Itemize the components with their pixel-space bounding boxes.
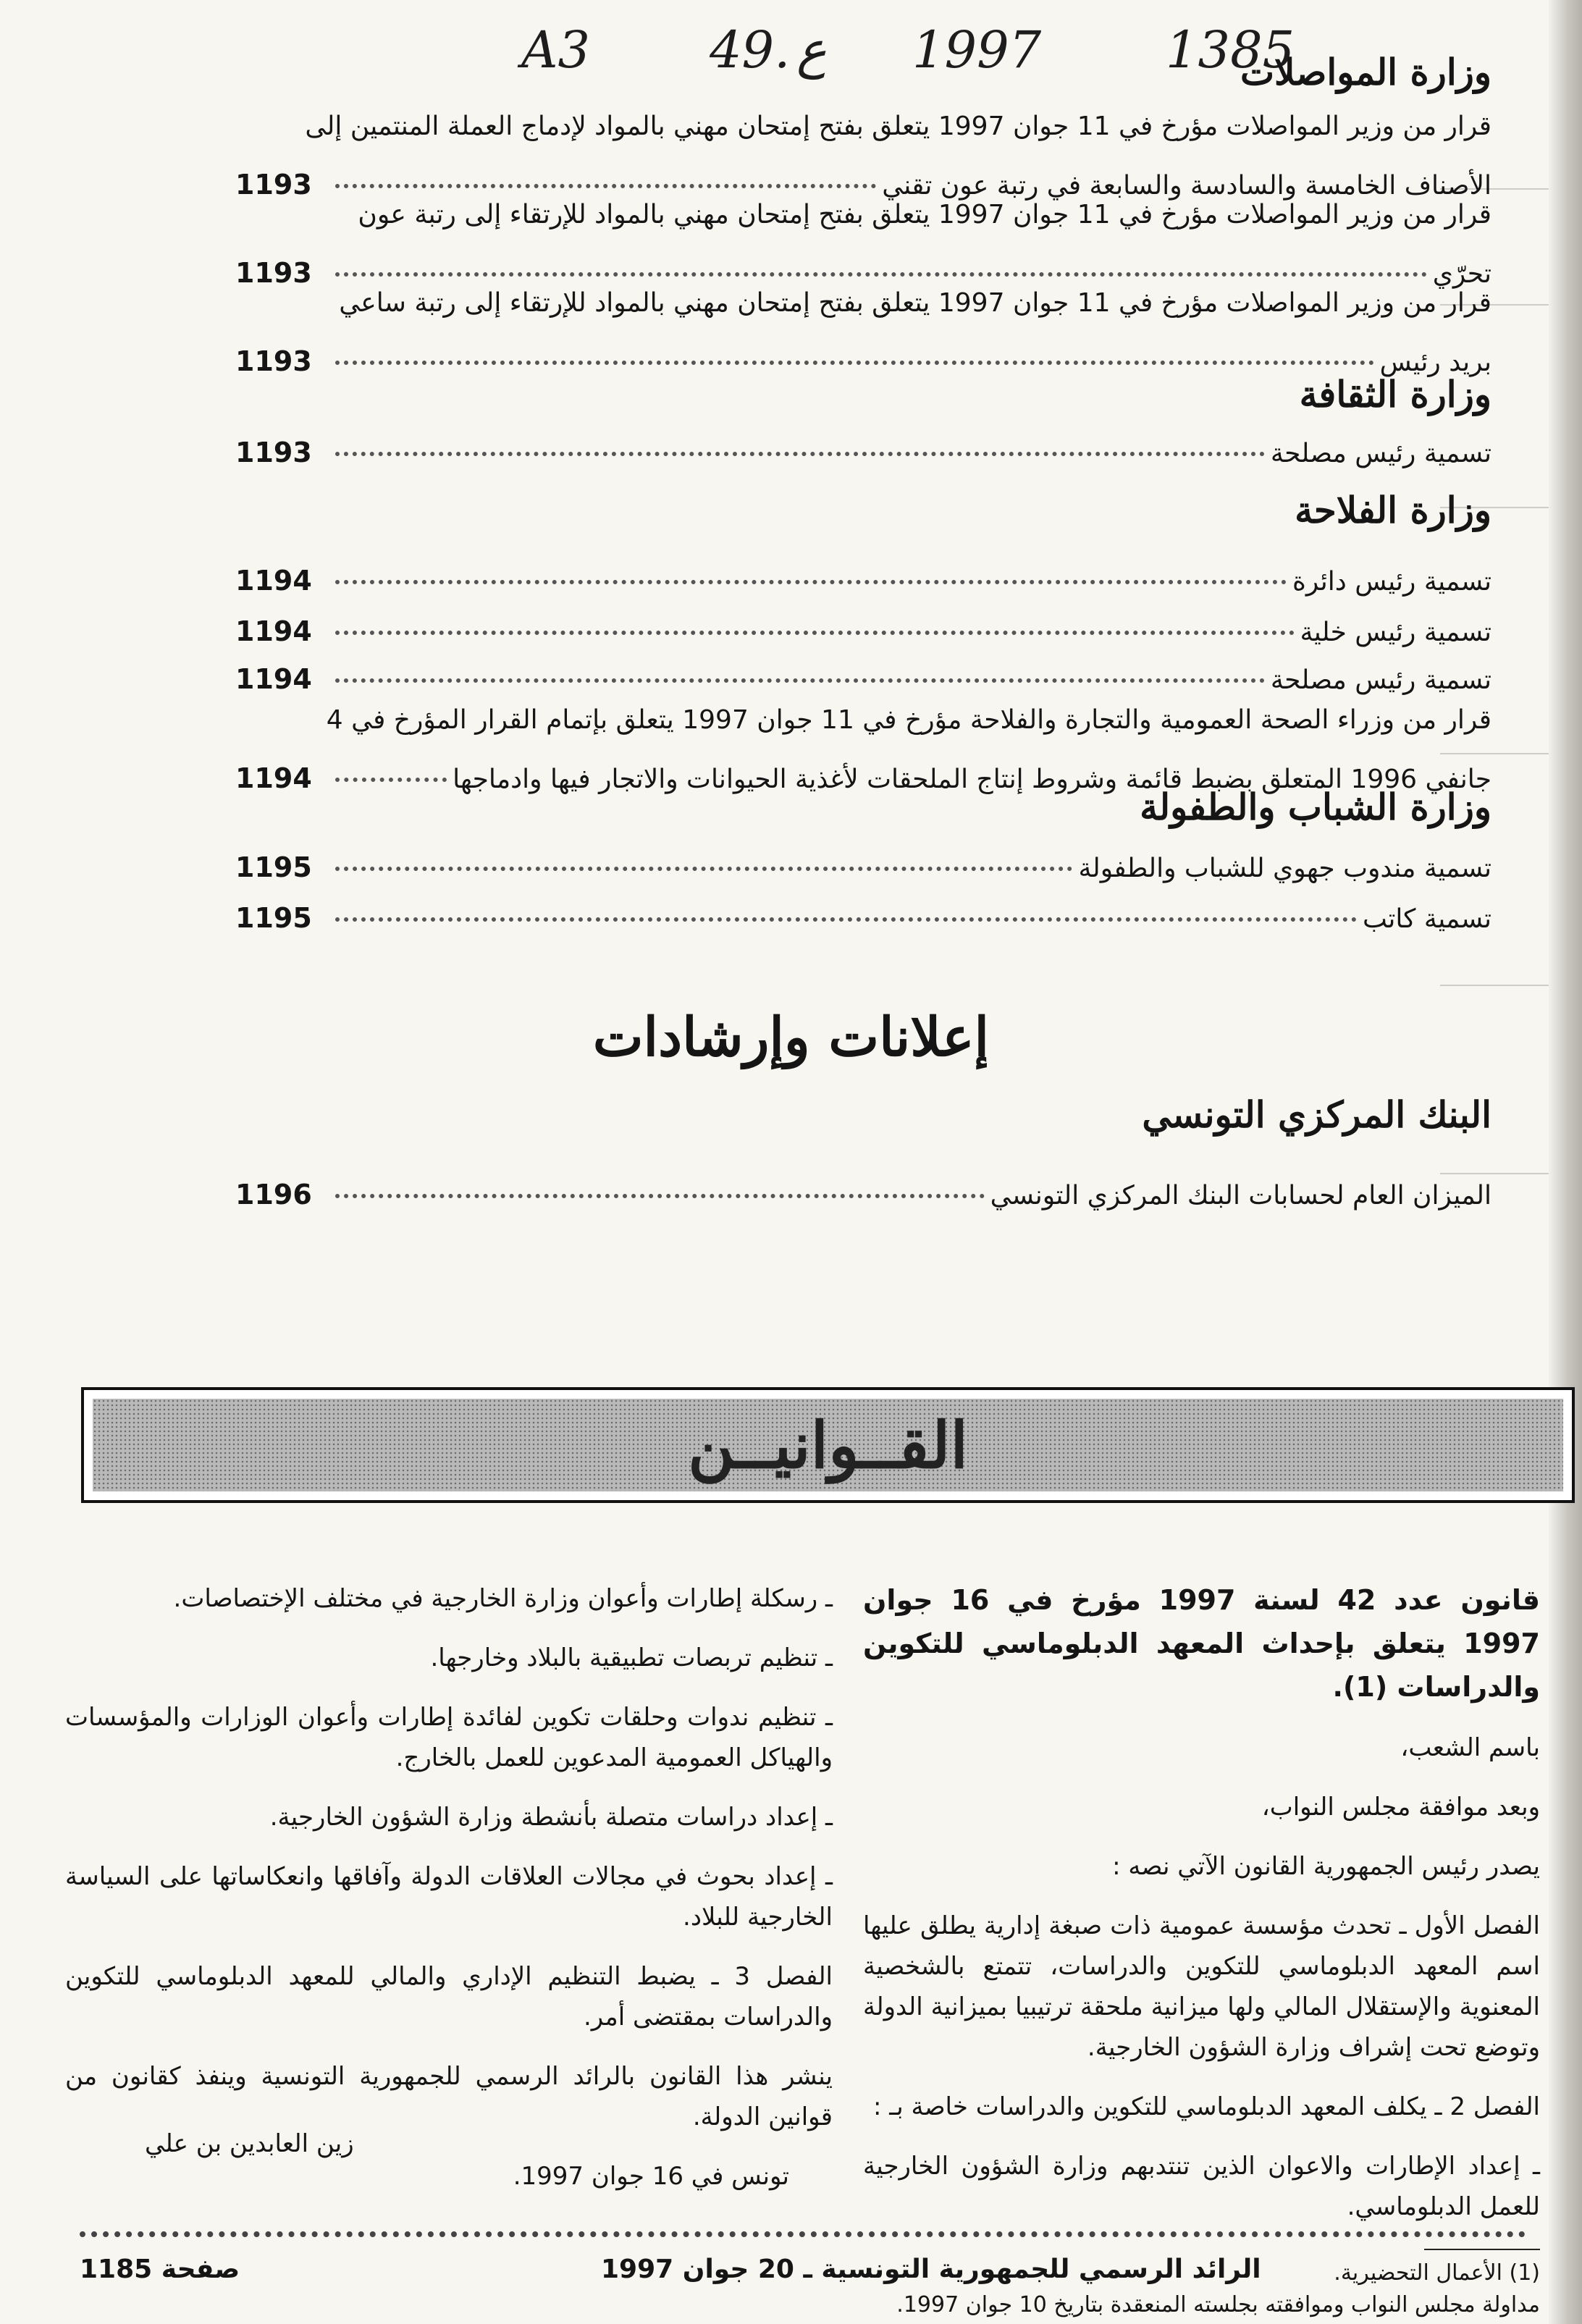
laws-banner — [81, 1387, 1575, 1503]
law-column-right — [863, 1578, 1540, 2321]
page-number: 1196 — [235, 1179, 312, 1211]
show-through-line — [1440, 985, 1549, 986]
leader-dots — [335, 593, 1295, 635]
law-intro: وبعد موافقة مجلس النواب، — [1261, 1793, 1540, 1822]
law-item: ـ رسكلة إطارات وأعوان وزارة الخارجية في مختلف الإختصاصات. — [173, 1584, 833, 1613]
entry-text: قرار من وزير المواصلات مؤرخ في 11 جوان 1997 يتعلق بفتح إمتحان مهني بالمواد للإرتقاء إلى رتبة عون — [358, 200, 1491, 230]
laws-banner-pattern — [93, 1399, 1563, 1491]
toc-entry — [235, 885, 1491, 945]
footnote-rule — [1424, 2249, 1540, 2250]
entry-text: تسمية مندوب جهوي للشباب والطفولة — [1078, 854, 1491, 883]
footer-rule — [80, 2231, 1526, 2237]
page-edge-shadow — [1549, 0, 1582, 2324]
page-number: 1194 — [235, 663, 312, 695]
footer-publication: الرائد الرسمي للجمهورية التونسية ـ 20 جوان 1997 — [601, 2254, 1261, 2284]
toc-entry — [235, 420, 1491, 479]
leader-dots — [335, 740, 447, 782]
law-item: ـ إعداد الإطارات والاعوان الذين تنتدبهم وزارة الشؤون الخارجية للعمل الدبلوماسي. — [863, 2152, 1540, 2221]
handwritten-note: A3 — [521, 20, 591, 80]
law-article-1: الفصل الأول ـ تحدث مؤسسة عمومية ذات صبغة إدارية يطلق عليها اسم المعهد الدبلوماسي للتكوين والدراسات، تتمتع بالشخصية المعنوية والإستقلال المالي ولها ميزانية ملحقة ترتيبيا بميزانية الدولة وتوضع تحت إشراف وزارة الشؤون الخارجية. — [863, 1911, 1540, 2062]
law-heading: قانون عدد 42 لسنة 1997 مؤرخ في 16 جوان 1997 يتعلق بإحداث المعهد الدبلوماسي للتكوين والدراسات (1). — [863, 1584, 1541, 1703]
section-title-announcements: إعلانات وإرشادات — [592, 1006, 990, 1069]
page-number: 1194 — [235, 565, 312, 597]
law-column-left — [65, 1578, 833, 2215]
handwritten-note: ع — [796, 20, 827, 80]
leader-dots — [335, 542, 1287, 584]
page-number: 1193 — [235, 257, 312, 289]
entry-text: تحرّي — [1432, 259, 1491, 289]
ministry-title-culture: وزارة الثقافة — [1299, 373, 1491, 416]
law-intro: باسم الشعب، — [1400, 1733, 1540, 1762]
leader-dots — [335, 235, 1427, 277]
bank-title: البنك المركزي التونسي — [1142, 1093, 1491, 1136]
entry-text: قرار من وزير المواصلات مؤرخ في 11 جوان 1997 يتعلق بفتح إمتحان مهني بالمواد لإدماج العملة المنتمين إلى — [305, 111, 1491, 141]
ministry-title-transport: وزارة المواصلات — [1240, 51, 1491, 93]
leader-dots — [335, 146, 876, 188]
law-item: ـ تنظيم تربصات تطبيقية بالبلاد وخارجها. — [430, 1643, 833, 1672]
ministry-title-agriculture: وزارة الفلاحة — [1295, 489, 1491, 531]
entry-text: قرار من وزراء الصحة العمومية والتجارة والفلاحة مؤرخ في 11 جوان 1997 يتعلق بإتمام القرار المؤرخ في 4 — [326, 705, 1491, 735]
page-number: 1193 — [235, 169, 312, 201]
toc-entry — [235, 1162, 1491, 1221]
entry-text: جانفي 1996 المتعلق بضبط قائمة وشروط إنتاج الملحقات لأغذية الحيوانات والاتجار فيها وادماجها — [453, 765, 1491, 794]
entry-text: تسمية رئيس خلية — [1300, 618, 1491, 647]
handwritten-note: 1997 — [912, 20, 1042, 80]
leader-dots — [335, 880, 1357, 922]
entry-text: قرار من وزير المواصلات مؤرخ في 11 جوان 1997 يتعلق بفتح إمتحان مهني بالمواد للإرتقاء إلى رتبة ساعي — [339, 288, 1491, 318]
entry-text: تسمية رئيس مصلحة — [1270, 665, 1491, 695]
law-article-2: الفصل 2 ـ يكلف المعهد الدبلوماسي للتكوين والدراسات خاصة بـ : — [872, 2092, 1540, 2121]
law-item: ـ إعداد دراسات متصلة بأنشطة وزارة الشؤون الخارجية. — [269, 1803, 833, 1832]
leader-dots — [335, 323, 1374, 365]
entry-text: تسمية رئيس مصلحة — [1270, 439, 1491, 468]
leader-dots — [335, 829, 1072, 871]
leader-dots — [335, 1156, 985, 1198]
footer-page-number: صفحة 1185 — [80, 2254, 240, 2284]
footnote-text: مداولة مجلس النواب وموافقته بجلسته المنعقدة بتاريخ 10 جوان 1997. — [896, 2292, 1540, 2317]
entry-text: تسمية رئيس دائرة — [1292, 567, 1491, 597]
laws-banner-title: القــوانيــن — [688, 1407, 968, 1483]
page-number: 1193 — [235, 437, 312, 468]
handwritten-note: 49. — [710, 20, 791, 80]
entry-text: تسمية كاتب — [1362, 904, 1491, 934]
entry-text: بريد رئيس — [1379, 348, 1491, 377]
footnote-title: (1) الأعمال التحضيرية. — [1334, 2260, 1540, 2286]
law-item: ـ إعداد بحوث في مجالات العلاقات الدولة وآفاقها وانعكاساتها على السياسة الخارجية للبلاد. — [65, 1862, 833, 1932]
handwritten-note: 1385 — [1166, 20, 1295, 80]
leader-dots — [335, 641, 1265, 683]
ministry-title-youth: وزارة الشباب والطفولة — [1140, 786, 1491, 828]
page-number: 1193 — [235, 345, 312, 377]
law-article-3: الفصل 3 ـ يضبط التنظيم الإداري والمالي للمعهد الدبلوماسي للتكوين والدراسات بمقتضى أمر. — [65, 1962, 833, 2032]
page-number: 1195 — [235, 902, 312, 934]
page-number: 1194 — [235, 615, 312, 647]
entry-text: الأصناف الخامسة والسادسة والسابعة في رتبة عون تقني — [882, 171, 1491, 201]
law-publication: ينشر هذا القانون بالرائد الرسمي للجمهورية التونسية وينفذ كقانون من قوانين الدولة. — [65, 2062, 833, 2131]
entry-text: الميزان العام لحسابات البنك المركزي التونسي — [990, 1181, 1491, 1211]
law-intro: يصدر رئيس الجمهورية القانون الآتي نصه : — [1112, 1852, 1540, 1881]
leader-dots — [335, 414, 1265, 456]
page-number: 1195 — [235, 851, 312, 883]
toc-entry — [235, 278, 1491, 388]
law-signature: زين العابدين بن علي — [145, 2129, 354, 2158]
law-item: ـ تنظيم ندوات وحلقات تكوين لفائدة إطارات وأعوان الوزارات والمؤسسات والهياكل العمومية المدعوين للعمل بالخارج. — [65, 1703, 833, 1772]
page-number: 1194 — [235, 762, 312, 794]
law-place-date: تونس في 16 جوان 1997. — [513, 2162, 789, 2191]
